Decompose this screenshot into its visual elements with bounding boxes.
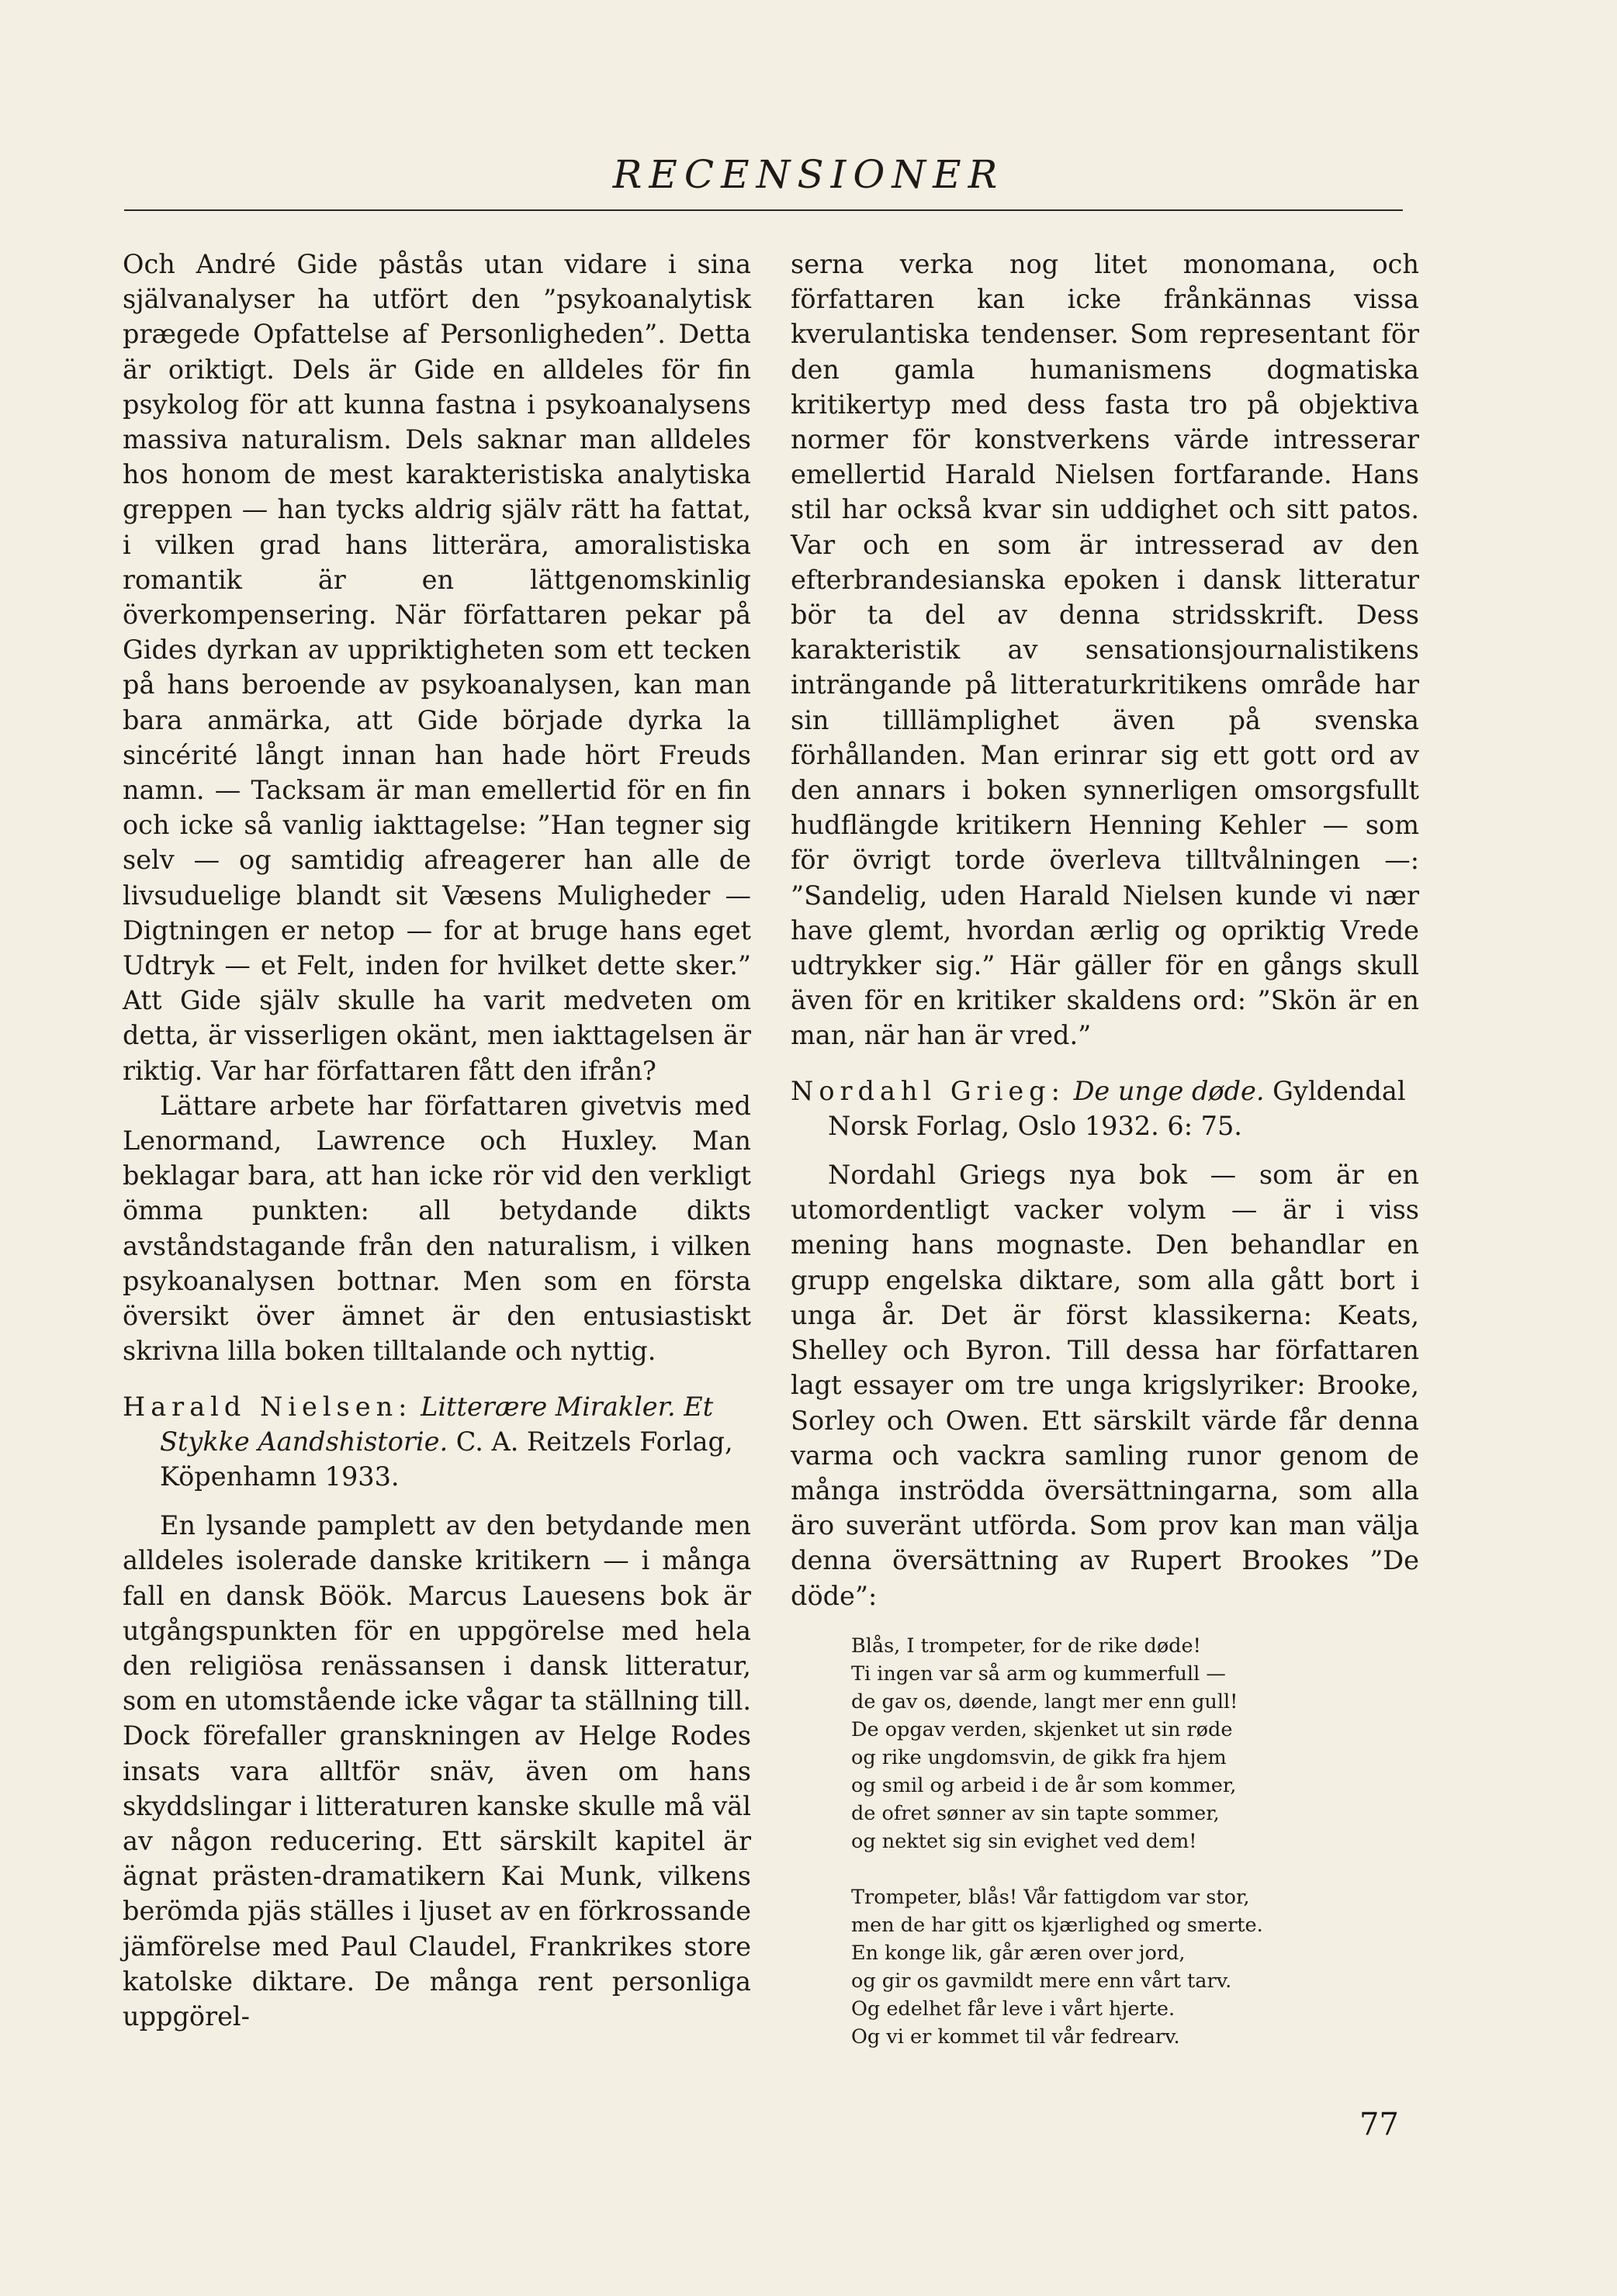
right-paragraph-1: serna verka nog litet monomana, och författaren kan icke frånkännas vissa kverulantiska tendenser. Som representant för den gamla humanismens dogmatiska kritikertyp med dess fasta tro på objektiva normer för konstverkens värde intresserar emellertid Harald Nielsen fortfarande. Hans stil har också kvar sin uddighet och sitt patos. Var och en som är intresserad av den efterbrandesianska epoken i dansk litteratur bör ta del av denna stridsskrift. Dess karakteristik av sensationsjournalistikens inträngande på litteraturkritikens område har sin tilllämplighet även på svenska förhållanden. Man erinrar sig ett gott ord av den annars i boken synnerligen omsorgsfullt hudflängde kritikern Henning Kehler — som för övrigt torde överleva tilltvålningen —: ”Sandelig, uden Harald Nielsen kunde vi nær have glemt, hvordan ærlig og opriktig Vrede udtrykker sig.” Här gäller för en gångs skull även för en kritiker skaldens ord: ”Skön är en man, när han är vred.”	[791, 249, 1419, 1051]
poem-line: og rike ungdomsvin, de gikk fra hjem	[851, 1745, 1227, 1769]
review-publisher: C. A. Reitzels Forlag, Köpenhamn 1933.	[160, 1426, 733, 1492]
left-paragraph-1: Och André Gide påstås utan vidare i sina självanalyser ha utfört den ”psykoanalytisk prægede Opfattelse af Personligheden”. Detta är oriktigt. Dels är Gide en alldeles för fin psykolog för att kunna fastna i psykoanalysens massiva naturalism. Dels saknar man alldeles hos honom de mest karakteristiska analytiska greppen — han tycks aldrig själv rätt ha fattat, i vilken grad hans litterära, amoralistiska romantik är en lättgenomskinlig överkompensering. När författaren pekar på Gides dyrkan av uppriktigheten som ett tecken på hans beroende av psykoanalysen, kan man bara anmärka, att Gide började dyrka la sincérité långt innan han hade hört Freuds namn. — Tacksam är man emellertid för en fin och icke så vanlig iakttagelse: ”Han tegner sig selv — og samtidig afreagerer han alle de livsuduelige blandt sit Væsens Muligheder — Digtningen er netop — for at bruge hans eget Udtryk — et Felt, inden for hvilket dette sker.” Att Gide själv skulle ha varit medveten om detta, är visserligen okänt, men iakttagelsen är riktig. Var har författaren fått den ifrån?	[123, 249, 751, 1086]
poem-line: og gir os gavmildt mere enn vårt tarv.	[851, 1969, 1232, 1993]
poem-line: Og vi er kommet til vår fedrearv.	[851, 2025, 1180, 2049]
review-title: De unge døde.	[1073, 1075, 1265, 1106]
poem-line: Trompeter, blås! Vår fattigdom var stor,	[851, 1885, 1250, 1909]
review-heading-nielsen	[123, 1389, 751, 1495]
page-number: 77	[1359, 2107, 1399, 2142]
poem-line: de gav os, døende, langt mer enn gull!	[851, 1689, 1238, 1713]
review-title: Litterære Mirakler. Et Stykke Aandshistorie.	[160, 1391, 714, 1457]
poem-line: Og edelhet får leve i vårt hjerte.	[851, 1997, 1176, 2021]
right-column	[791, 247, 1419, 2051]
review-publisher: Gyldendal Norsk Forlag, Oslo 1932. 6: 75.	[828, 1075, 1406, 1141]
poem-line: De opgav verden, skjenket ut sin røde	[851, 1717, 1233, 1741]
poem-line: og nektet sig sin evighet ved dem!	[851, 1829, 1197, 1853]
running-header: RECENSIONER	[612, 152, 1005, 197]
poem-line: de ofret sønner av sin tapte sommer,	[851, 1801, 1220, 1825]
poem-line: Blås, I trompeter, for de rike døde!	[851, 1634, 1201, 1658]
review-author: Nordahl Grieg:	[791, 1075, 1065, 1106]
poem-quote	[851, 1632, 1419, 2051]
review-heading-grieg	[791, 1074, 1419, 1143]
poem-line: men de har gitt os kjærlighed og smerte.	[851, 1913, 1263, 1937]
header-rule	[124, 209, 1403, 211]
review-author: Harald Nielsen:	[123, 1391, 413, 1422]
poem-line: En konge lik, går æren over jord,	[851, 1941, 1186, 1965]
left-column	[123, 247, 751, 2034]
left-paragraph-3: En lysande pamplett av den betydande men alldeles isolerade danske kritikern — i många fall en dansk Böök. Marcus Lauesens bok är utgångspunkten för en uppgörelse med hela den religiösa renässansen i dansk litteratur, som en utomstående icke vågar ta ställning till. Dock förefaller granskningen av Helge Rodes insats vara alltför snäv, även om hans skyddslingar i litteraturen kanske skulle må väl av någon reducering. Ett särskilt kapitel är ägnat prästen-dramatikern Kai Munk, vilkens berömda pjäs ställes i ljuset av en förkrossande jämförelse med Paul Claudel, Frankrikes store katolske diktare. De många rent personliga uppgörel-	[123, 1510, 751, 2031]
poem-line: og smil og arbeid i de år som kommer,	[851, 1773, 1237, 1797]
poem-line: Ti ingen var så arm og kummerfull —	[851, 1661, 1226, 1686]
right-paragraph-2: Nordahl Griegs nya bok — som är en utomordentligt vacker volym — är i viss mening hans mognaste. Den behandlar en grupp engelska diktare, som alla gått bort i unga år. Det är först klassikerna: Keats, Shelley och Byron. Till dessa har författaren lagt essayer om tre unga krigslyriker: Brooke, Sorley och Owen. Ett särskilt värde får denna varma och vackra samling runor genom de många inströdda översättningarna, som alla äro suveränt utförda. Som prov kan man välja denna översättning av Rupert Brookes ”De döde”:	[791, 1160, 1419, 1611]
left-paragraph-2: Lättare arbete har författaren givetvis med Lenormand, Lawrence och Huxley. Man beklagar bara, att han icke rör vid den verkligt ömma punkten: all betydande dikts avståndstagande från den naturalism, i vilken psykoanalysen bottnar. Men som en första översikt över ämnet är den entusiastiskt skrivna lilla boken tilltalande och nyttig.	[123, 1090, 751, 1367]
